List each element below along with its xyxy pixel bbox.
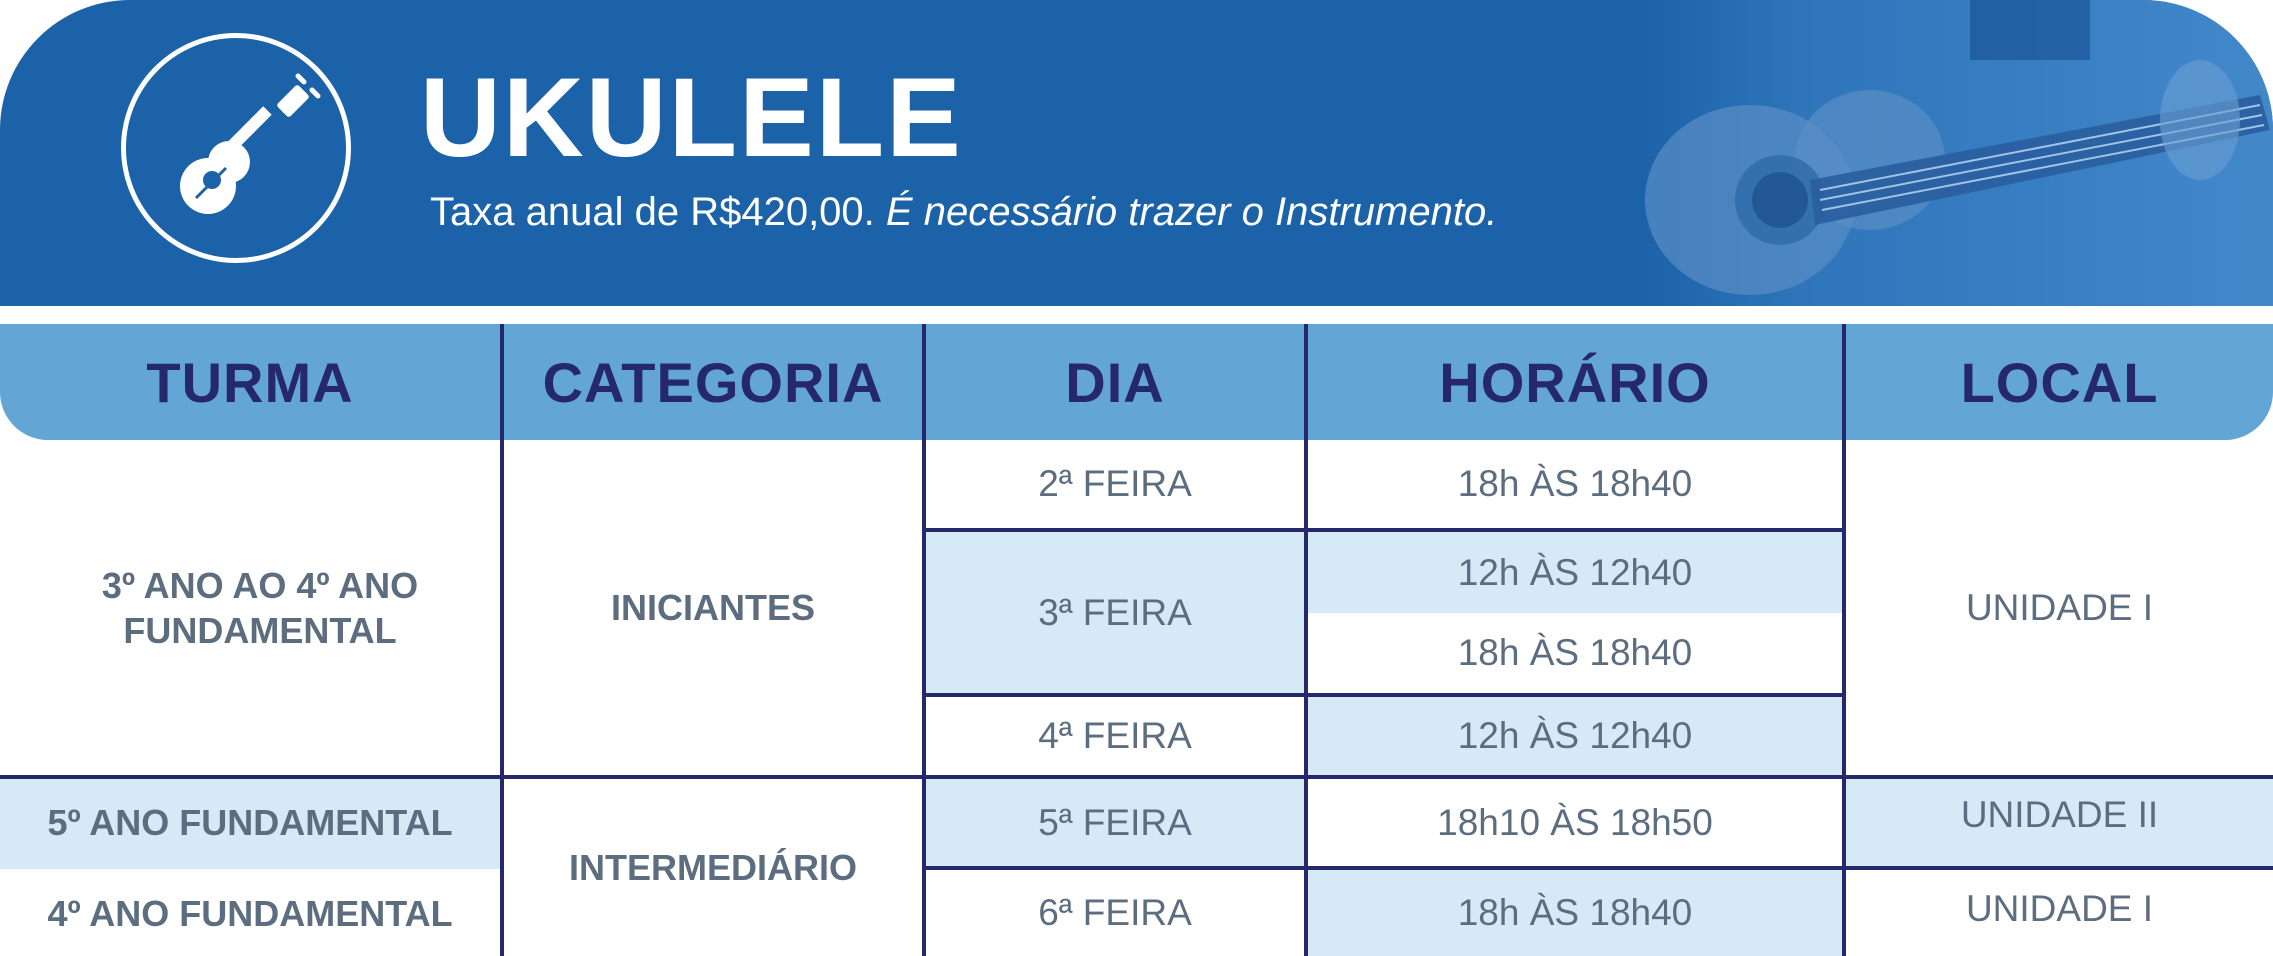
row-divider — [926, 528, 1842, 532]
day-cell: 3ª FEIRA — [1038, 591, 1192, 633]
local-group-2: UNIDADE II — [1960, 794, 2159, 835]
local-group-1: UNIDADE I — [1965, 586, 2154, 628]
column-divider — [1842, 324, 1846, 956]
header-banner — [0, 0, 2273, 306]
column-header-dia: DIA — [1065, 350, 1165, 414]
ukulele-icon — [121, 33, 351, 263]
day-cell: 6ª FEIRA — [1038, 892, 1192, 933]
day-cell: 5ª FEIRA — [1038, 801, 1192, 843]
column-header-categoria: CATEGORIA — [542, 350, 884, 414]
page-subtitle — [430, 192, 1497, 232]
fee-text: Taxa anual de R$420,00. — [430, 190, 875, 234]
column-divider — [500, 324, 504, 956]
time-cell: 12h ÀS 12h40 — [1457, 715, 1693, 756]
ukulele-player-photo — [1640, 0, 2273, 306]
turma-group-3: 4º ANO FUNDAMENTAL — [47, 892, 453, 934]
categoria-group-1: INICIANTES — [610, 587, 815, 628]
row-divider — [926, 866, 2273, 870]
column-divider — [1304, 324, 1308, 956]
time-cell: 18h10 ÀS 18h50 — [1437, 801, 1713, 843]
categoria-group-2: INTERMEDIÁRIO — [569, 847, 857, 888]
column-divider — [922, 324, 926, 956]
time-cell: 18h ÀS 18h40 — [1457, 892, 1693, 933]
column-header-turma: TURMA — [146, 350, 354, 414]
time-cell: 18h ÀS 18h40 — [1457, 632, 1693, 673]
page-title: UKULELE — [420, 55, 963, 180]
turma-group-1: 3º ANO AO 4º ANO FUNDAMENTAL — [101, 564, 419, 651]
column-header-local: LOCAL — [1960, 350, 2159, 414]
day-cell: 2ª FEIRA — [1038, 463, 1192, 504]
row-divider — [0, 775, 2273, 779]
time-cell: 18h ÀS 18h40 — [1457, 463, 1693, 504]
local-group-3: UNIDADE I — [1965, 888, 2154, 929]
photo-illustration — [1640, 0, 2273, 306]
time-cell: 12h ÀS 12h40 — [1457, 551, 1693, 593]
column-header-horario: HORÁRIO — [1439, 350, 1711, 414]
turma-group-2: 5º ANO FUNDAMENTAL — [47, 802, 453, 843]
instrument-note: É necessário trazer o Instrumento. — [885, 190, 1498, 234]
day-cell: 4ª FEIRA — [1038, 715, 1192, 756]
row-divider — [926, 693, 1842, 697]
